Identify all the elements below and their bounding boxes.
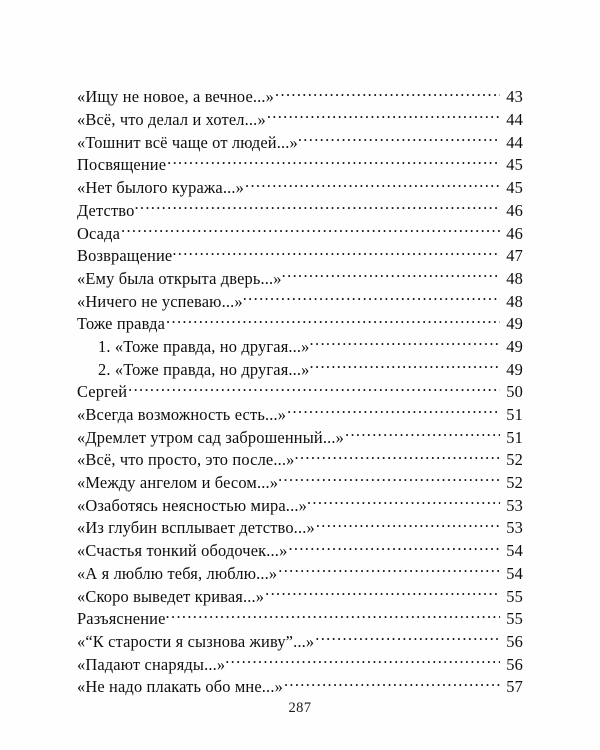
toc-entry[interactable]: [77, 336, 523, 359]
toc-entry-page-number: 56: [506, 631, 523, 651]
toc-leader-dots: [310, 336, 500, 352]
toc-entry-page-number: 49: [506, 314, 523, 334]
toc-leader-dots: [166, 608, 500, 624]
toc-entry-page-number: 49: [506, 359, 523, 379]
toc-entry[interactable]: [77, 540, 523, 563]
toc-entry-title: Осада: [77, 223, 121, 243]
toc-leader-dots: [134, 199, 500, 215]
page-folio-number: 287: [288, 700, 312, 716]
toc-entry[interactable]: [77, 494, 523, 517]
toc-entry-title: 2. «Тоже правда, но другая...»: [98, 359, 310, 379]
toc-leader-dots: [166, 313, 500, 329]
toc-entry-page-number: 49: [506, 336, 523, 356]
toc-leader-dots: [310, 358, 500, 374]
toc-entry-page-number: 51: [506, 427, 523, 447]
toc-entry-page-number: 44: [506, 110, 523, 130]
toc-entry[interactable]: [77, 268, 523, 291]
toc-entry-page-number: 43: [506, 87, 523, 107]
toc-entry-page-number: 46: [506, 223, 523, 243]
toc-entry-title: Детство: [77, 200, 135, 220]
toc-entry[interactable]: [77, 131, 523, 154]
toc-leader-dots: [167, 154, 500, 170]
toc-entry-title: «Не надо плакать обо мне...»: [77, 677, 283, 697]
toc-entry-title: «Ему была открыта дверь...»: [77, 268, 282, 288]
toc-entry[interactable]: [77, 404, 523, 427]
toc-leader-dots: [315, 631, 500, 647]
toc-leader-dots: [278, 472, 500, 488]
toc-entry-title: «Из глубин всплывает детство...»: [77, 518, 315, 538]
toc-entry-title: «Между ангелом и бесом...»: [77, 473, 279, 493]
toc-entry-page-number: 44: [506, 132, 523, 152]
toc-entry-page-number: 54: [506, 541, 523, 561]
toc-entry-title: Тоже правда: [77, 314, 166, 334]
toc-entry-page-number: 54: [506, 563, 523, 583]
toc-entry-page-number: 52: [506, 450, 523, 470]
toc-entry-title: «Дремлет утром сад заброшенный...»: [77, 427, 344, 447]
toc-entry[interactable]: [77, 109, 523, 132]
toc-entry-title: «Счастья тонкий ободочек...»: [77, 541, 288, 561]
toc-entry-page-number: 51: [506, 405, 523, 425]
toc-leader-dots: [295, 449, 501, 465]
toc-leader-dots: [278, 562, 500, 578]
toc-entry-title: «А я люблю тебя, люблю...»: [77, 563, 278, 583]
toc-entry[interactable]: [77, 653, 523, 676]
toc-entry[interactable]: [77, 676, 523, 699]
toc-entry-title: «Всё, что просто, это после...»: [77, 450, 295, 470]
toc-entry-page-number: 53: [506, 518, 523, 538]
toc-entry-title: «Ищу не новое, а вечное...»: [77, 87, 275, 107]
toc-entry-title: «Скоро выведет кривая...»: [77, 586, 265, 606]
toc-entry[interactable]: [77, 381, 523, 404]
toc-entry-title: Посвящение: [77, 155, 167, 175]
toc-leader-dots: [243, 290, 500, 306]
toc-entry[interactable]: [77, 585, 523, 608]
toc-entry[interactable]: [77, 313, 523, 336]
toc-leader-dots: [282, 268, 500, 284]
toc-entry-page-number: 48: [506, 291, 523, 311]
toc-entry-title: «Озаботясь неясностью мира...»: [77, 495, 307, 515]
toc-leader-dots: [345, 426, 500, 442]
table-of-contents-list: [77, 86, 523, 699]
toc-leader-dots: [267, 109, 500, 125]
toc-entry-page-number: 50: [506, 382, 523, 402]
toc-leader-dots: [245, 177, 500, 193]
toc-leader-dots: [275, 86, 500, 102]
toc-entry-title: Сергей: [77, 382, 128, 402]
toc-entry[interactable]: [77, 472, 523, 495]
toc-entry[interactable]: [77, 608, 523, 631]
toc-entry[interactable]: [77, 562, 523, 585]
toc-entry-page-number: 55: [506, 586, 523, 606]
toc-entry[interactable]: [77, 154, 523, 177]
toc-entry-page-number: 46: [506, 200, 523, 220]
toc-leader-dots: [121, 222, 500, 238]
toc-leader-dots: [284, 676, 500, 692]
toc-entry-page-number: 56: [506, 654, 523, 674]
toc-entry-page-number: 55: [506, 609, 523, 629]
toc-entry[interactable]: [77, 517, 523, 540]
toc-leader-dots: [128, 381, 500, 397]
toc-entry-page-number: 52: [506, 473, 523, 493]
toc-entry-page-number: 48: [506, 268, 523, 288]
toc-leader-dots: [298, 131, 500, 147]
toc-entry[interactable]: [77, 426, 523, 449]
toc-entry-page-number: 45: [506, 178, 523, 198]
toc-entry-title: «Всё, что делал и хотел...»: [77, 110, 266, 130]
toc-leader-dots: [172, 245, 500, 261]
toc-entry-title: «“К старости я сызнова живу”...»: [77, 631, 315, 651]
toc-entry-title: «Всегда возможность есть...»: [77, 405, 287, 425]
toc-leader-dots: [316, 517, 500, 533]
toc-entry[interactable]: [77, 177, 523, 200]
toc-entry[interactable]: [77, 358, 523, 381]
toc-leader-dots: [225, 653, 500, 669]
toc-entry[interactable]: [77, 449, 523, 472]
toc-leader-dots: [287, 404, 500, 420]
toc-entry[interactable]: [77, 290, 523, 313]
toc-entry-title: «Тошнит всё чаще от людей...»: [77, 132, 298, 152]
toc-entry[interactable]: [77, 86, 523, 109]
toc-entry-title: Разъяснение: [77, 609, 166, 629]
toc-entry-page-number: 53: [506, 495, 523, 515]
toc-leader-dots: [288, 540, 500, 556]
toc-entry-title: «Ничего не успеваю...»: [77, 291, 243, 311]
toc-entry[interactable]: [77, 631, 523, 654]
toc-entry-page-number: 57: [506, 677, 523, 697]
toc-entry-title: 1. «Тоже правда, но другая...»: [98, 336, 310, 356]
toc-entry[interactable]: [77, 199, 523, 222]
toc-leader-dots: [307, 494, 500, 510]
toc-entry-title: Возвращение: [77, 246, 173, 266]
toc-entry-page-number: 47: [506, 246, 523, 266]
toc-leader-dots: [265, 585, 500, 601]
toc-entry-title: «Падают снаряды...»: [77, 654, 226, 674]
toc-entry[interactable]: [77, 222, 523, 245]
toc-entry-title: «Нет былого куража...»: [77, 178, 244, 198]
toc-entry-page-number: 45: [506, 155, 523, 175]
toc-entry[interactable]: [77, 245, 523, 268]
